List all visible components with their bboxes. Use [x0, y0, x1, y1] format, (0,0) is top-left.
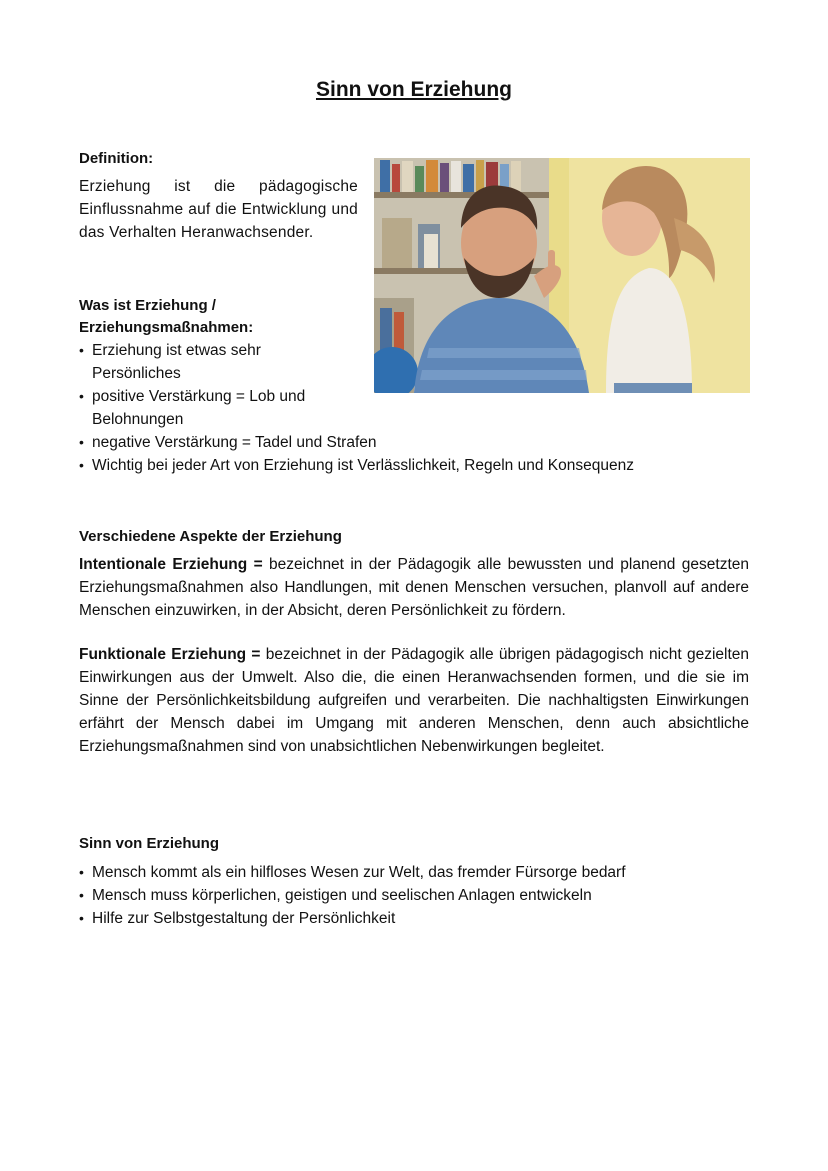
purpose-list — [79, 861, 759, 930]
functional-paragraph — [79, 643, 749, 758]
intentional-paragraph — [79, 553, 749, 622]
aspects-heading: Verschiedene Aspekte der Erziehung — [79, 528, 342, 545]
list-item: • Erziehung ist etwas sehr Persönliches — [79, 339, 292, 385]
functional-term: Funktionale Erziehung = — [79, 646, 261, 663]
what-is-heading-line1: Was ist Erziehung / — [79, 297, 216, 314]
list-item: • Hilfe zur Selbstgestaltung der Persönlichkeit — [79, 907, 759, 930]
what-is-heading — [79, 295, 253, 339]
definition-text: Erziehung ist die pädagogische Einflussnahme auf die Entwicklung und das Verhalten Heranwachsender. — [79, 178, 358, 241]
purpose-heading: Sinn von Erziehung — [79, 835, 220, 852]
definition-heading: Definition: — [79, 150, 154, 167]
list-item: • positive Verstärkung = Lob und Belohnungen — [79, 385, 342, 431]
intentional-term: Intentionale Erziehung = — [79, 556, 263, 573]
page-title: Sinn von Erziehung — [315, 78, 512, 101]
list-item: • Mensch muss körperlichen, geistigen und seelischen Anlagen entwickeln — [79, 884, 759, 907]
what-is-heading-line2: Erziehungsmaßnahmen: — [79, 319, 254, 336]
functional-text: bezeichnet in der Pädagogik alle übrigen pädagogisch nicht gezielten Einwirkungen aus der Umwelt. Also die, die einen Heranwachsenden formen, und die sie im Sinne der Persönlichkeitsbildung aufgreifen und verarbeiten. Die nachhaltigsten Einwirkungen erfährt der Mensch dabei im Umgang mit anderen Menschen, denn auch absichtliche Erziehungsmaßnahmen sind von unabsichtlichen Nebenwirkungen begleitet. — [79, 646, 750, 755]
what-is-list — [79, 339, 752, 477]
list-item: • negative Verstärkung = Tadel und Strafen — [79, 431, 752, 454]
list-item: • Mensch kommt als ein hilfloses Wesen zur Welt, das fremder Fürsorge bedarf — [79, 861, 759, 884]
list-item: • Wichtig bei jeder Art von Erziehung ist Verlässlichkeit, Regeln und Konsequenz — [79, 454, 752, 477]
intentional-text: bezeichnet in der Pädagogik alle bewussten und planend gesetzten Erziehungsmaßnahmen also Handlungen, mit denen Menschen versuchen, planvoll auf andere Menschen einzuwirken, in der Absicht, deren Persönlichkeit zu fördern. — [79, 556, 749, 619]
